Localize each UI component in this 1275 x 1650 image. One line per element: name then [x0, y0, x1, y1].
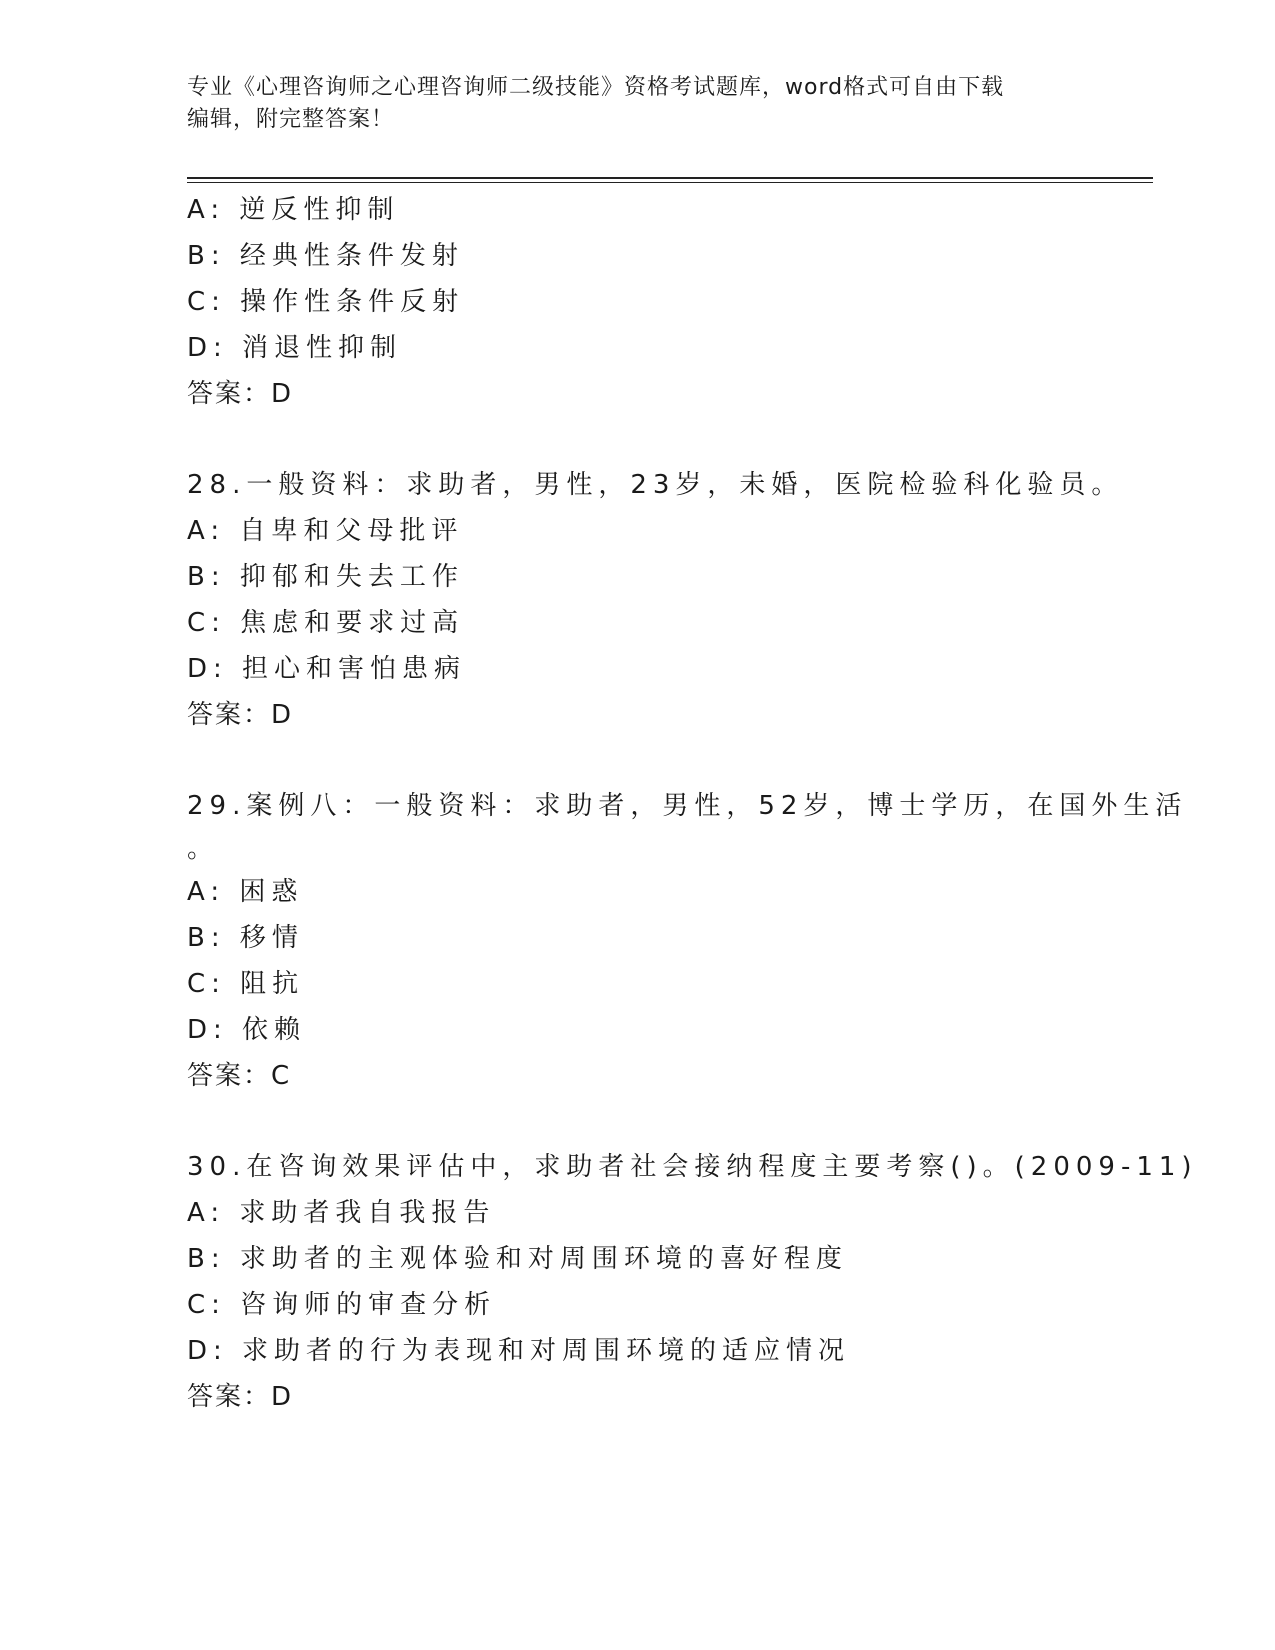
- answer: 答案：C: [187, 1061, 292, 1091]
- header-rule-thick: [187, 177, 1153, 179]
- question-list: [187, 187, 1198, 1420]
- option-a: A: 自卑和父母批评: [187, 516, 464, 546]
- option-d: D: 依赖: [187, 1015, 307, 1045]
- question-text: 28.一般资料：求助者，男性，23岁，未婚，医院检验科化验员。: [187, 470, 1124, 500]
- question-text-tail: 。: [187, 834, 220, 864]
- option-a: A: 求助者我自我报告: [187, 1198, 496, 1228]
- option-d: D: 担心和害怕患病: [187, 654, 467, 684]
- option-b: B: 移情: [187, 923, 304, 953]
- document-header: [187, 72, 1067, 136]
- option-b: B: 求助者的主观体验和对周围环境的喜好程度: [187, 1244, 848, 1274]
- header-line-1: 专业《心理咨询师之心理咨询师二级技能》资格考试题库，word格式可自由下载: [187, 75, 1005, 100]
- option-a: A: 逆反性抑制: [187, 195, 400, 225]
- option-d: D: 消退性抑制: [187, 333, 403, 363]
- option-b: B: 经典性条件发射: [187, 241, 464, 271]
- option-b: B: 抑郁和失去工作: [187, 562, 464, 592]
- question-text: 29.案例八：一般资料：求助者，男性，52岁，博士学历，在国外生活: [187, 791, 1188, 821]
- option-c: C: 操作性条件反射: [187, 287, 465, 317]
- answer: 答案：D: [187, 700, 294, 730]
- option-c: C: 阻抗: [187, 969, 305, 999]
- option-d: D: 求助者的行为表现和对周围环境的适应情况: [187, 1336, 851, 1366]
- question-28: [187, 462, 1124, 738]
- header-rule-thin: [187, 182, 1153, 183]
- question-27: [187, 187, 1087, 417]
- option-c: C: 咨询师的审查分析: [187, 1290, 497, 1320]
- answer: 答案：D: [187, 1382, 294, 1412]
- option-c: C: 焦虑和要求过高: [187, 608, 465, 638]
- option-a: A: 困惑: [187, 877, 304, 907]
- question-text: 30.在咨询效果评估中，求助者社会接纳程度主要考察()。(2009-11): [187, 1152, 1198, 1182]
- question-30: [187, 1144, 1198, 1420]
- question-29: [187, 783, 1188, 1099]
- header-line-2: 编辑，附完整答案！: [187, 107, 395, 132]
- answer: 答案：D: [187, 379, 294, 409]
